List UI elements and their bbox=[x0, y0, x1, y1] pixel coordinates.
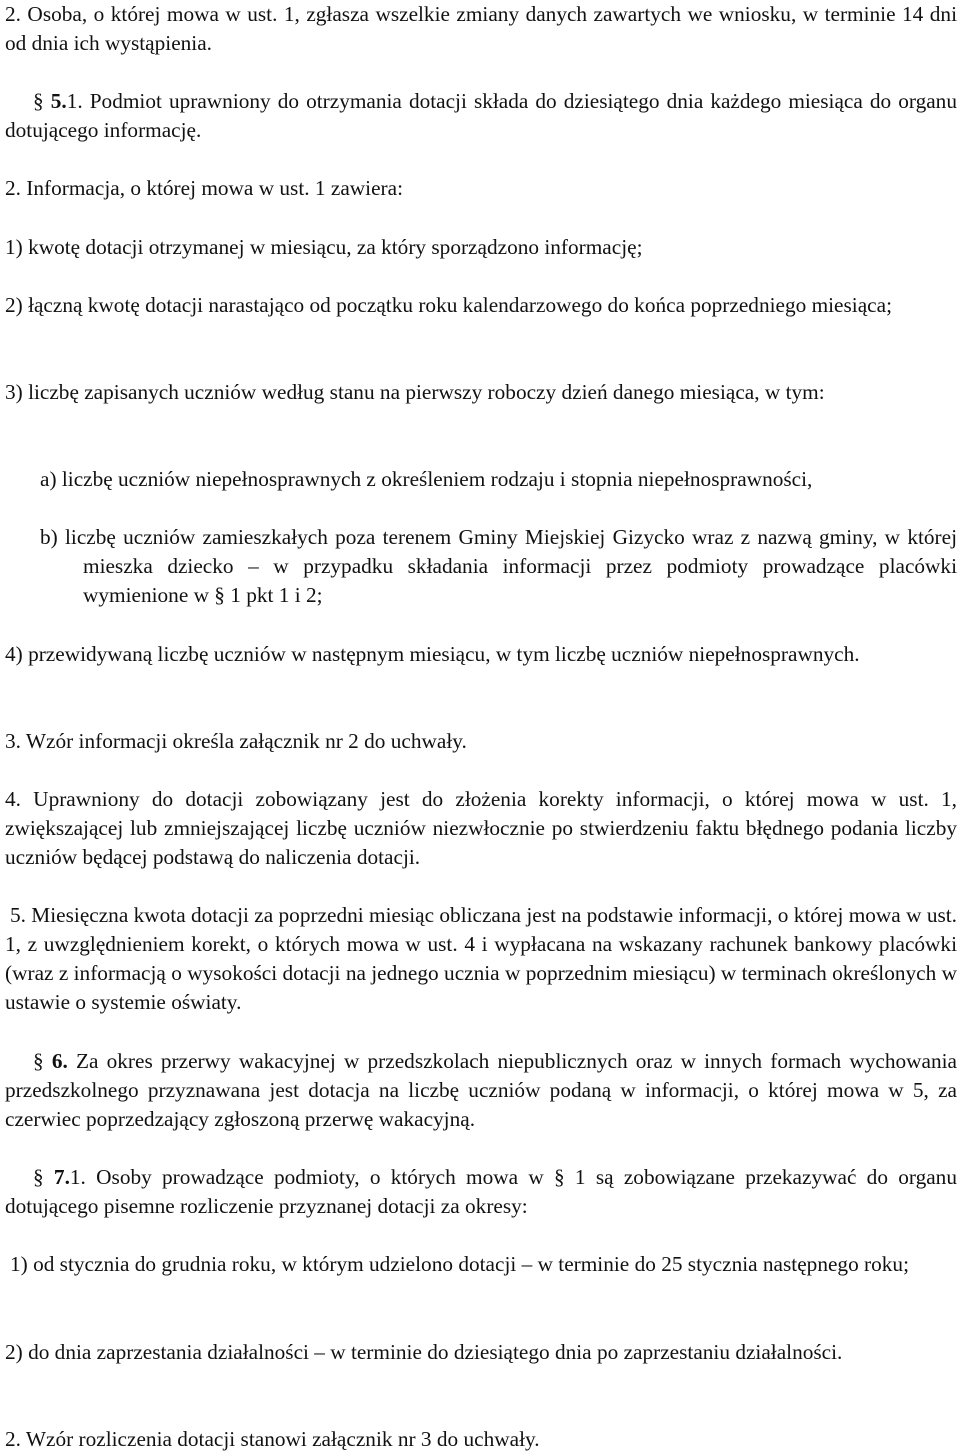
sublist-item-b bbox=[40, 523, 957, 610]
paragraph-text: 4. Uprawniony do dotacji zobowiązany jest do złożenia korekty informacji, o której mowa w ust. 1, zwiększającej lub zmniejszającej liczbę uczniów niezwłocznie po stwierdzeniu faktu błędnego podania liczby uczniów będącej podstawą do naliczenia dotacji. bbox=[5, 787, 957, 869]
paragraph-text: 2. Wzór rozliczenia dotacji stanowi załącznik nr 3 do uchwały. bbox=[5, 1427, 540, 1451]
paragraph-5-4 bbox=[5, 785, 957, 872]
list-item-5-2-3 bbox=[5, 378, 957, 407]
paragraph-text: 2. Informacja, o której mowa w ust. 1 zawiera: bbox=[5, 176, 403, 200]
paragraph-text: 1. Osoby prowadzące podmioty, o których mowa w § 1 są zobowiązane przekazywać do organu dotującego pisemne rozliczenie przyznanej dotacji za okresy: bbox=[5, 1165, 957, 1218]
section-number: 6. bbox=[51, 1049, 68, 1073]
paragraph-7-1 bbox=[5, 1163, 957, 1221]
paragraph-5-5 bbox=[5, 901, 957, 1017]
sublist-item-text: b) liczbę uczniów zamieszkałych poza terenem Gminy Miejskiej Gizycko wraz z nazwą gminy, w której mieszka dziecko – w przypadku składania informacji przez podmioty prowadzące placówki wymienione w § 1 pkt 1 i 2; bbox=[40, 525, 957, 607]
sublist-item-a bbox=[40, 465, 957, 494]
paragraph-2-notify bbox=[5, 0, 957, 58]
list-item-text: 2) łączną kwotę dotacji narastająco od początku roku kalendarzowego do końca poprzedniego miesiąca; bbox=[5, 293, 892, 317]
sublist-item-text: a) liczbę uczniów niepełnosprawnych z określeniem rodzaju i stopnia niepełnosprawności, bbox=[40, 467, 813, 491]
list-item-text: 4) przewidywaną liczbę uczniów w następnym miesiącu, w tym liczbę uczniów niepełnosprawnych. bbox=[5, 642, 860, 666]
section-number: 7. bbox=[53, 1165, 70, 1189]
paragraph-text: 3. Wzór informacji określa załącznik nr 2 do uchwały. bbox=[5, 729, 467, 753]
paragraph-5-2 bbox=[5, 174, 957, 203]
paragraph-text: Za okres przerwy wakacyjnej w przedszkolach niepublicznych oraz w innych formach wychowania przedszkolnego przyznawana jest dotacja na liczbę uczniów podaną w informacji, o której mowa w 5, za czerwiec poprzedzający zgłoszoną przerwę wakacyjną. bbox=[5, 1049, 957, 1131]
list-item-5-2-2 bbox=[5, 291, 957, 320]
section-sign: § bbox=[33, 89, 51, 113]
paragraph-6 bbox=[5, 1047, 957, 1134]
paragraph-text: 2. Osoba, o której mowa w ust. 1, zgłasza wszelkie zmiany danych zawartych we wniosku, w terminie 14 dni od dnia ich wystąpienia. bbox=[5, 2, 957, 55]
list-item-text: 1) od stycznia do grudnia roku, w którym udzielono dotacji – w terminie do 25 stycznia następnego roku; bbox=[10, 1252, 909, 1276]
list-item-5-2-4 bbox=[5, 640, 957, 669]
list-item-7-1-2 bbox=[5, 1338, 957, 1367]
paragraph-5-1 bbox=[5, 87, 957, 145]
list-item-text: 2) do dnia zaprzestania działalności – w terminie do dziesiątego dnia po zaprzestaniu działalności. bbox=[5, 1340, 843, 1364]
section-sign: § bbox=[33, 1049, 52, 1073]
paragraph-5-3 bbox=[5, 727, 957, 756]
section-sign: § bbox=[33, 1165, 54, 1189]
section-number: 5. bbox=[50, 89, 67, 113]
paragraph-7-2 bbox=[5, 1425, 957, 1454]
list-item-text: 1) kwotę dotacji otrzymanej w miesiącu, za który sporządzono informację; bbox=[5, 235, 643, 259]
list-item-7-1-1 bbox=[5, 1250, 957, 1279]
paragraph-text: 1. Podmiot uprawniony do otrzymania dotacji składa do dziesiątego dnia każdego miesiąca do organu dotującego informację. bbox=[5, 89, 957, 142]
list-item-5-2-1 bbox=[5, 233, 957, 262]
list-item-text: 3) liczbę zapisanych uczniów według stanu na pierwszy roboczy dzień danego miesiąca, w tym: bbox=[5, 380, 825, 404]
paragraph-text: 5. Miesięczna kwota dotacji za poprzedni miesiąc obliczana jest na podstawie informacji, o której mowa w ust. 1, z uwzględnieniem korekt, o których mowa w ust. 4 i wypłacana na wskazany rachunek bankowy placówki (wraz z informacją o wysokości dotacji na jednego ucznia w poprzednim miesiącu) w terminach określonych w ustawie o systemie oświaty. bbox=[5, 903, 957, 1014]
